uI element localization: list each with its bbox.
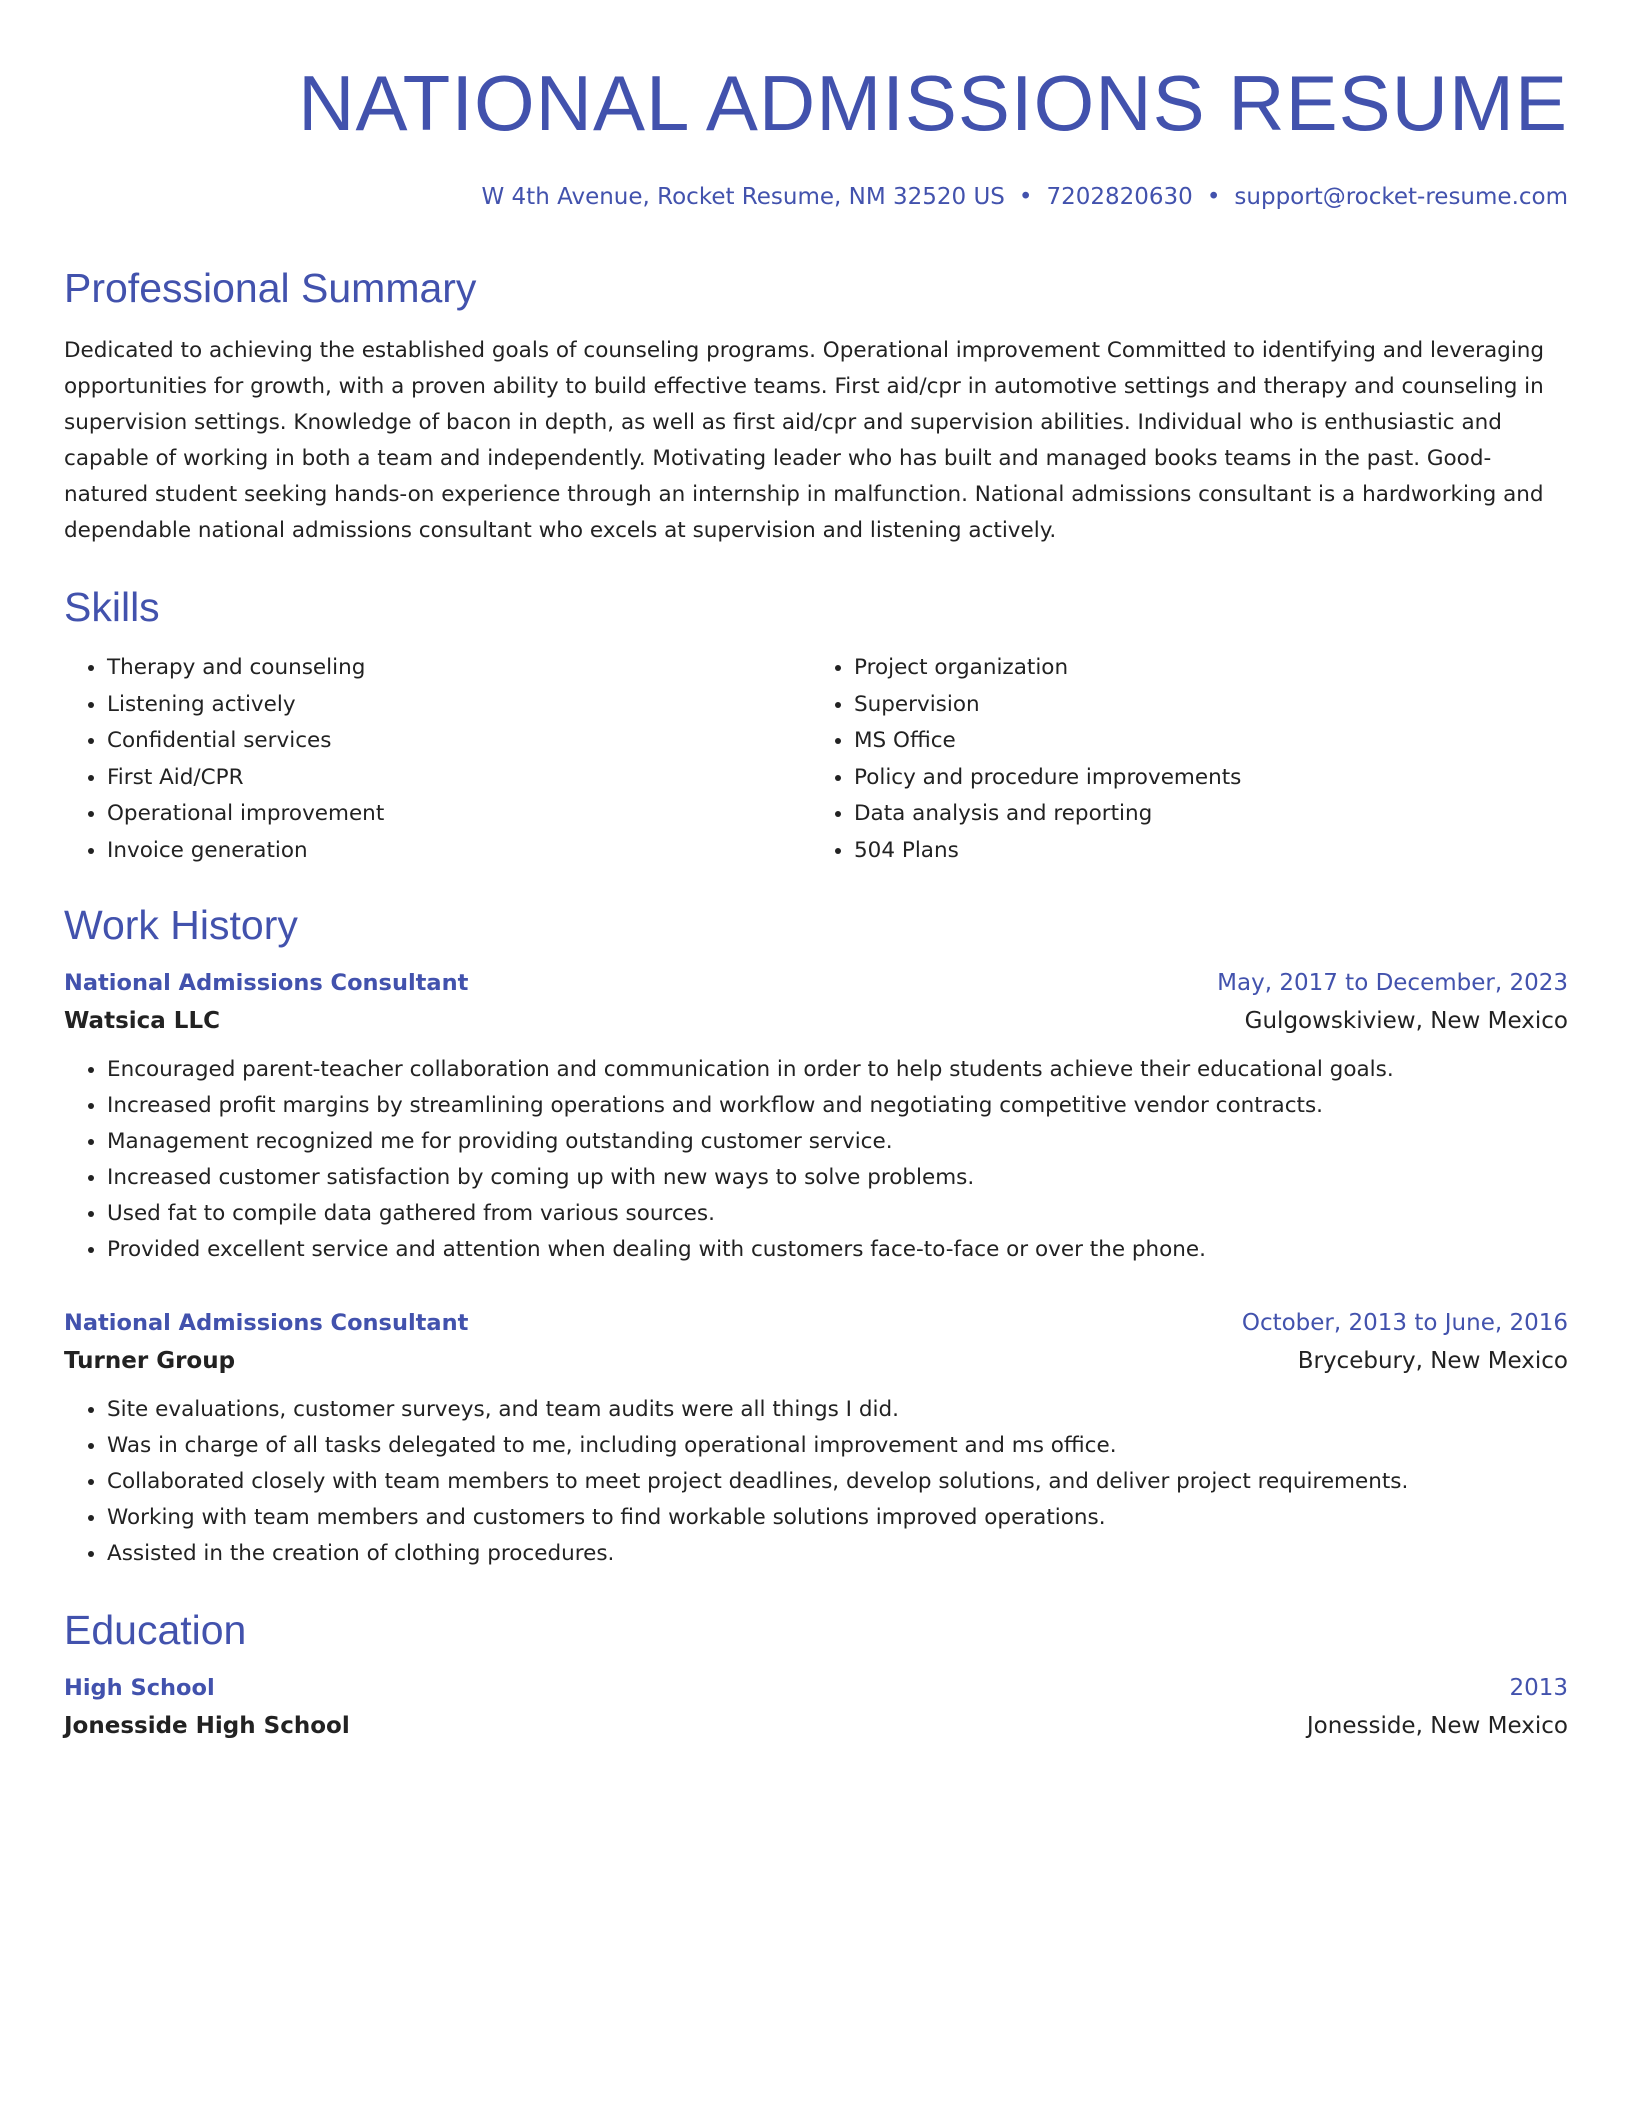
skill-item: • MS Office [854,723,1568,760]
education-school: Jonesside High School [64,1713,350,1739]
job-title: National Admissions Consultant [64,1310,469,1336]
job-location: Brycebury, New Mexico [1297,1348,1568,1374]
skill-item: • Policy and procedure improvements [854,760,1568,797]
skill-item: • Invoice generation [107,833,821,870]
education-year: 2013 [1509,1675,1568,1701]
section-title-work-history: Work History [64,902,298,948]
job-bullet: • Working with team members and customers to find workable solutions improved operations. [107,1500,1568,1536]
job-location: Gulgowskiview, New Mexico [1244,1008,1568,1034]
education-degree: High School [64,1675,215,1701]
separator-dot: • [1206,184,1221,210]
education-location: Jonesside, New Mexico [1306,1713,1568,1739]
contact-phone: 7202820630 [1046,184,1193,210]
job-bullet: • Was in charge of all tasks delegated to me, including operational improvement and ms office. [107,1428,1568,1464]
contact-email: support@rocket-resume.com [1234,184,1568,210]
skill-item: • Supervision [854,687,1568,724]
section-title-education: Education [64,1607,247,1653]
job-bullets [64,1392,1568,1572]
skill-item: • Data analysis and reporting [854,796,1568,833]
job-entry [64,1310,1568,1572]
job-bullet: • Site evaluations, customer surveys, and team audits were all things I did. [107,1392,1568,1428]
education-school-row [64,1713,1568,1739]
job-title: National Admissions Consultant [64,970,469,996]
job-bullet: • Used fat to compile data gathered from various sources. [107,1196,1568,1232]
job-dates: May, 2017 to December, 2023 [1217,970,1568,996]
education-header [64,1675,1568,1701]
contact-line [64,184,1568,210]
contact-address: W 4th Avenue, Rocket Resume, NM 32520 US [481,184,1005,210]
skills-column-right [821,650,1568,869]
job-header [64,1310,1568,1336]
skill-item: • First Aid/CPR [107,760,821,797]
job-entry [64,970,1568,1268]
job-bullet: • Provided excellent service and attention when dealing with customers face-to-face or over the phone. [107,1232,1568,1268]
education-entry [64,1675,1568,1739]
job-bullet: • Increased customer satisfaction by coming up with new ways to solve problems. [107,1160,1568,1196]
skill-item: • Project organization [854,650,1568,687]
job-bullet: • Management recognized me for providing outstanding customer service. [107,1124,1568,1160]
skills-list [64,650,1568,869]
job-bullet: • Assisted in the creation of clothing procedures. [107,1536,1568,1572]
skill-item: • Listening actively [107,687,821,724]
job-header [64,970,1568,996]
resume-title: NATIONAL ADMISSIONS RESUME [298,59,1568,147]
skill-item: • Therapy and counseling [107,650,821,687]
skills-column-left [64,650,821,869]
skill-item: • 504 Plans [854,833,1568,870]
job-company-row [64,1008,1568,1034]
section-title-summary: Professional Summary [64,265,477,311]
resume-page [64,0,1568,1739]
summary-text: Dedicated to achieving the established goals of counseling programs. Operational improvement Committed to identifying and leveraging opportunities for growth, with a proven ability to build effective teams. First aid/cpr in automotive settings and therapy and counseling in supervision settings. Knowledge of bacon in depth, as well as first aid/cpr and supervision abilities. Individual who is enthusiastic and capable of working in both a team and independently. Motivating leader who has built and managed books teams in the past. Good-natured student seeking hands-on experience through an internship in malfunction. National admissions consultant is a hardworking and dependable national admissions consultant who excels at supervision and listening actively. [64,338,1545,543]
job-company: Turner Group [64,1348,236,1374]
skill-item: • Confidential services [107,723,821,760]
section-title-skills: Skills [64,584,160,630]
separator-dot: • [1018,184,1033,210]
job-company-row [64,1348,1568,1374]
job-bullet: • Encouraged parent-teacher collaboration and communication in order to help students achieve their educational goals. [107,1052,1568,1088]
skill-item: • Operational improvement [107,796,821,833]
job-bullets [64,1052,1568,1268]
job-dates: October, 2013 to June, 2016 [1241,1310,1568,1336]
job-bullet: • Collaborated closely with team members to meet project deadlines, develop solutions, and deliver project requirements. [107,1464,1568,1500]
job-bullet: • Increased profit margins by streamlining operations and workflow and negotiating competitive vendor contracts. [107,1088,1568,1124]
job-company: Watsica LLC [64,1008,220,1034]
